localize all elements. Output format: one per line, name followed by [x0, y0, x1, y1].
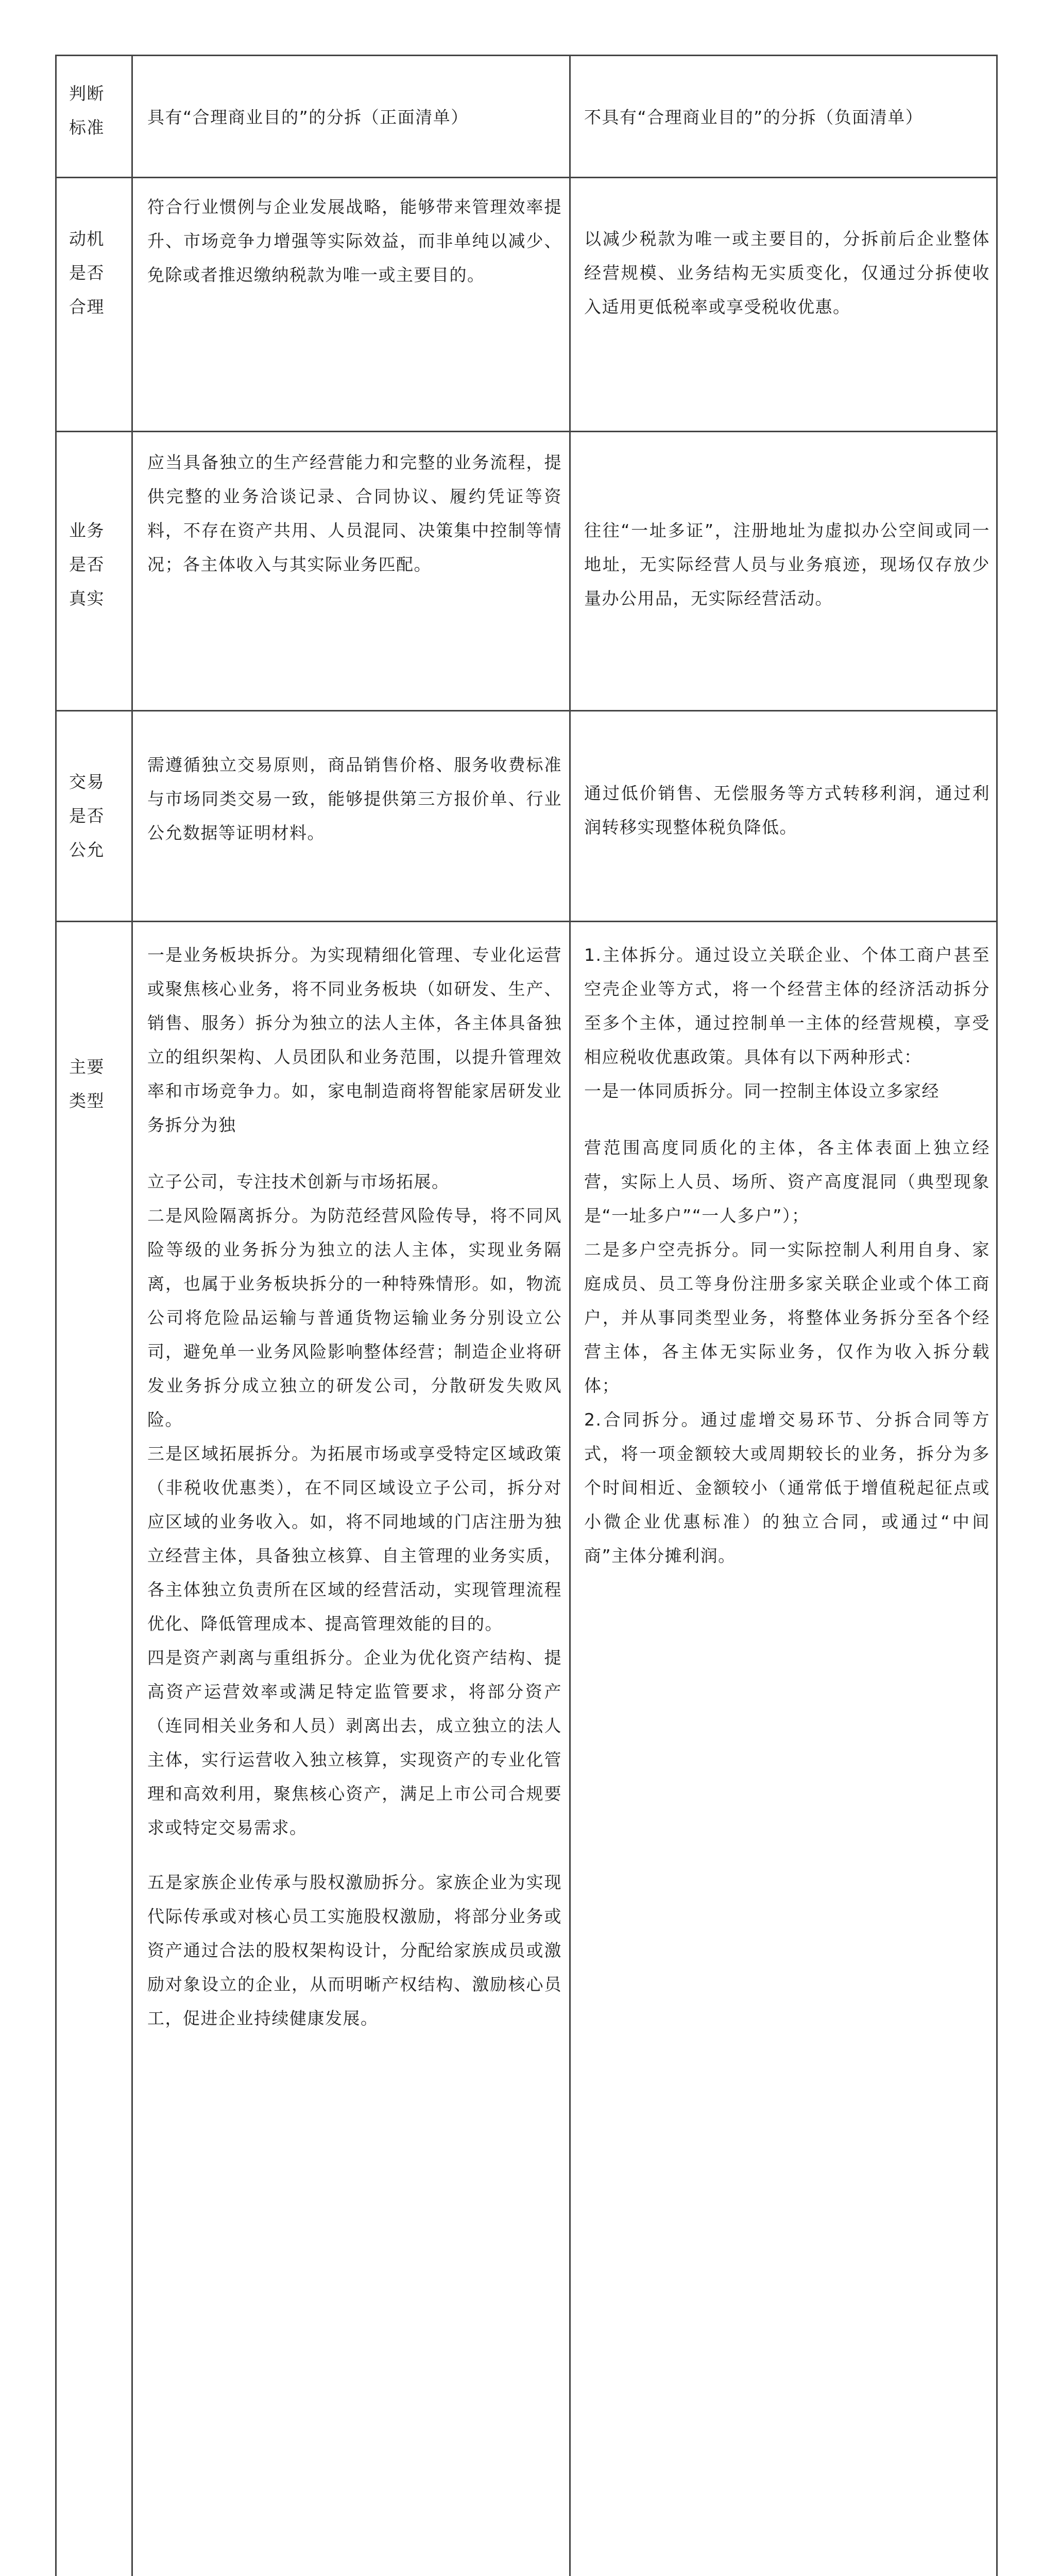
row-2-criterion: [59, 514, 133, 616]
row-4-negative-para-3: 营范围高度同质化的主体，各主体表面上独立经营，实际上人员、场所、资产高度混同（典型现象是“一址多户”“一人多户”）；: [584, 1138, 990, 1226]
row-divider-1: [57, 431, 996, 432]
row-3-criterion: [59, 765, 133, 867]
header-negative-list: [574, 100, 997, 134]
row-2-negative: [574, 514, 997, 616]
header-positive-list: [136, 100, 571, 134]
row-4-positive-para-2: 立子公司，专注技术创新与市场拓展。: [147, 1172, 450, 1192]
header-criterion: [59, 77, 133, 145]
row-4-positive-para-3: 二是风险隔离拆分。为防范经营风险传导，将不同风险等级的业务拆分为独立的法人主体，实现业务隔离，也属于业务板块拆分的一种特殊情形。如，物流公司将危险品运输与普通货物运输业务分别设立公司，避免单一业务风险影响整体经营；制造企业将研发业务拆分成立独立的研发公司，分散研发失败风险。: [147, 1206, 562, 1430]
header-criterion-line-2: 标准: [69, 117, 105, 138]
row-3-negative: [574, 776, 997, 844]
row-2-negative-text: 往往“一址多证”，注册地址为虚拟办公空间或同一地址，无实际经营人员与业务痕迹，现场仅存放少量办公用品，无实际经营活动。: [584, 520, 990, 608]
column-divider-1: [131, 56, 133, 2576]
policy-comparison-table: [55, 55, 998, 2576]
row-4-negative-para-4: 二是多户空壳拆分。同一实际控制人利用自身、家庭成员、员工等身份注册多家关联企业或个体工商户，并从事同类型业务，将整体业务拆分至各个经营主体，各主体无实际业务，仅作为收入拆分载体；: [584, 1240, 990, 1396]
row-1-positive: [136, 190, 571, 292]
row-4-positive-para-6: 五是家族企业传承与股权激励拆分。家族企业为实现代际传承或对核心员工实施股权激励，将部分业务或资产通过合法的股权架构设计，分配给家族成员或激励对象设立的企业，从而明晰产权结构、激励核心员工，促进企业持续健康发展。: [147, 1872, 562, 2028]
criterion-line: 交易: [69, 772, 105, 792]
header-negative-label: 不具有“合理商业目的”的分拆（负面清单）: [584, 107, 924, 127]
row-1-negative: [574, 222, 997, 324]
criterion-line: 是否: [69, 806, 105, 826]
row-4-negative: [574, 938, 997, 1573]
row-3-positive-text: 需遵循独立交易原则，商品销售价格、服务收费标准与市场同类交易一致，能够提供第三方报价单、行业公允数据等证明材料。: [147, 755, 562, 843]
criterion-line: 业务: [69, 520, 105, 540]
criterion-line: 公允: [69, 840, 105, 860]
row-4-positive: [136, 938, 571, 2036]
row-2-positive-text: 应当具备独立的生产经营能力和完整的业务流程，提供完整的业务洽谈记录、合同协议、履约凭证等资料，不存在资产共用、人员混同、决策集中控制等情况；各主体收入与其实际业务匹配。: [147, 452, 562, 574]
row-4-negative-para-5: 2.合同拆分。通过虚增交易环节、分拆合同等方式，将一项金额较大或周期较长的业务，拆分为多个时间相近、金额较小（通常低于增值税起征点或小微企业优惠标准）的独立合同，或通过“中间商”主体分摊利润。: [584, 1410, 990, 1566]
row-3-positive: [136, 748, 571, 850]
row-4-criterion: [59, 1050, 133, 1118]
row-4-positive-para-4: 三是区域拓展拆分。为拓展市场或享受特定区域政策（非税收优惠类），在不同区域设立子公司，拆分对应区域的业务收入。如，将不同地域的门店注册为独立经营主体，具备独立核算、自主管理的业务实质，各主体独立负责所在区域的经营活动，实现管理流程优化、降低管理成本、提高管理效能的目的。: [147, 1444, 562, 1634]
criterion-line: 真实: [69, 588, 105, 608]
header-criterion-line-1: 判断: [69, 83, 105, 104]
row-4-negative-para-1: 1.主体拆分。通过设立关联企业、个体工商户甚至空壳企业等方式，将一个经营主体的经济活动拆分至多个主体，通过控制单一主体的经营规模，享受相应税收优惠政策。具体有以下两种形式：: [584, 945, 990, 1067]
criterion-line: 合理: [69, 297, 105, 317]
criterion-line: 是否: [69, 554, 105, 574]
row-divider-3: [57, 921, 996, 922]
criterion-line: 主要: [69, 1057, 105, 1077]
row-1-negative-text: 以减少税款为唯一或主要目的，分拆前后企业整体经营规模、业务结构无实质变化，仅通过分拆使收入适用更低税率或享受税收优惠。: [584, 229, 990, 317]
header-positive-label: 具有“合理商业目的”的分拆（正面清单）: [147, 107, 469, 127]
row-1-criterion: [59, 222, 133, 324]
row-3-negative-text: 通过低价销售、无偿服务等方式转移利润，通过利润转移实现整体税负降低。: [584, 783, 990, 837]
row-2-positive: [136, 446, 571, 582]
row-divider-2: [57, 710, 996, 711]
criterion-line: 类型: [69, 1091, 105, 1111]
criterion-line: 是否: [69, 263, 105, 283]
row-4-positive-para-1: 一是业务板块拆分。为实现精细化管理、专业化运营或聚焦核心业务，将不同业务板块（如研发、生产、销售、服务）拆分为独立的法人主体，各主体具备独立的组织架构、人员团队和业务范围，以提升管理效率和市场竞争力。如，家电制造商将智能家居研发业务拆分为独: [147, 945, 562, 1135]
row-1-positive-text: 符合行业惯例与企业发展战略，能够带来管理效率提升、市场竞争力增强等实际效益，而非单纯以减少、免除或者推迟缴纳税款为唯一或主要目的。: [147, 197, 562, 285]
row-divider-header: [57, 177, 996, 178]
criterion-line: 动机: [69, 229, 105, 249]
row-4-negative-para-2: 一是一体同质拆分。同一控制主体设立多家经: [584, 1081, 939, 1101]
row-4-positive-para-5: 四是资产剥离与重组拆分。企业为优化资产结构、提高资产运营效率或满足特定监管要求，将部分资产（连同相关业务和人员）剥离出去，成立独立的法人主体，实行运营收入独立核算，实现资产的专业化管理和高效利用，聚焦核心资产，满足上市公司合规要求或特定交易需求。: [147, 1648, 562, 1838]
